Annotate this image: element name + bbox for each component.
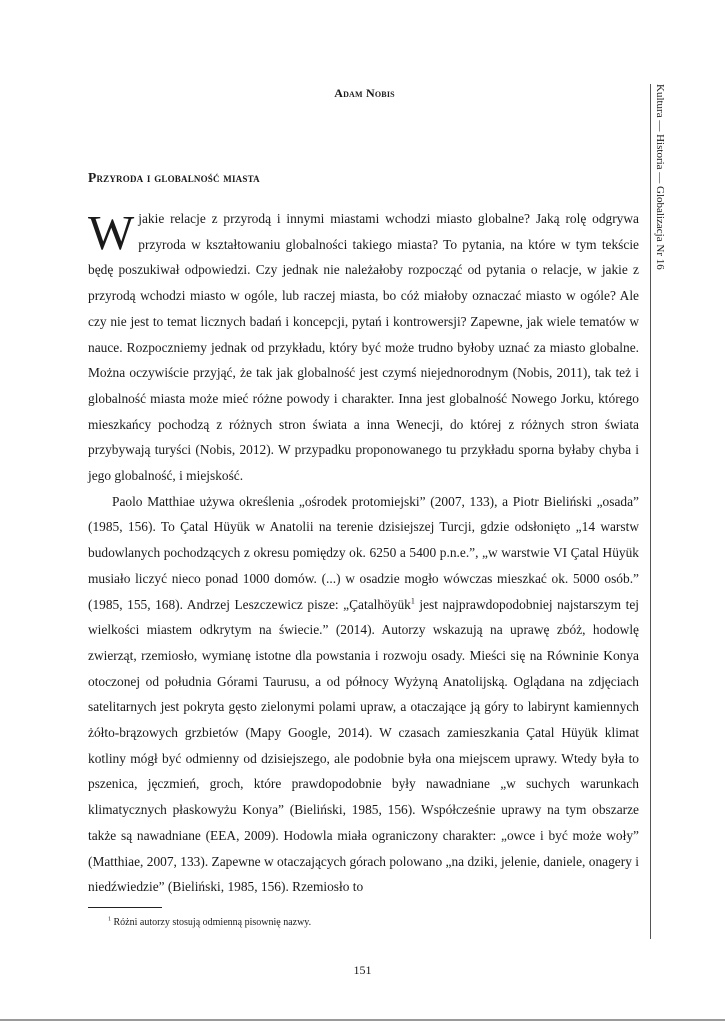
paragraph-2-text-b: jest najprawdopodobniej najstarszym tej wielkości miastem odkrytym na świecie.” (2014). Autorzy wskazują na uprawę zbóż, hodowlę zwierząt, rzemiosło, wymianę istotne dla powstania i rozwoju osady. Mieści się na Równinie Konya otoczonej od południa Górami Taurusu, a od północy Wyżyną Anatolijską. Oglądana na zdjęciach satelitarnych jest pokryta gęsto zielonymi polami upraw, a otaczające ją góry to labirynt kamiennych żółto-brązowych grzbietów (Mapy Google, 2014). W czasach zamieszkania Çatal Hüyük klimat kotliny mógł być odmienny od dzisiejszego, ale podobnie była ona miejscem uprawy. Wtedy była to pszenica, jęczmień, groch, które prawdopodobnie były nawadniane „w suchych warunkach klimatycznych płaskowyżu Konya” (Bieliński, 1985, 156). Współcześnie uprawy na tym obszarze także są nawadniane (EEA, 2009). Hodowla miała ograniczony charakter: „owce i być może woły” (Matthiae, 2007, 133). Zapewne w otaczających górach polowano „na dziki, jelenie, daniele, onagery i niedźwiedzie” (Bieliński, 1985, 156). Rzemiosło to [88, 596, 640, 895]
margin-rule [650, 84, 651, 939]
paragraph-1-text: jakie relacje z przyrodą i innymi miastami wchodzi miasto globalne? Jaką rolę odgrywa przyroda w kształtowaniu globalności takiego miasta? To pytania, na które w tym tekście będę poszukiwał odpowiedzi. Czy jednak nie należałoby rozpocząć od pytania o relacje, w jakie z przyrodą wchodzi miasto w ogóle, lub raczej miasta, bo cóż miałoby oznaczać miasto w ogóle? Ale czy nie jest to temat licznych badań i koncepcji, pytań i kontrowersji? Zapewne, jak wiele tematów w nauce. Rozpoczniemy jednak od przykładu, który być może trudno byłoby uznać za miasto globalne. Można oczywiście przyjąć, że tak jak globalność jest czymś niejednorodnym (Nobis, 2011), tak też i globalność miasta może mieć różne powody i charakter. Inna jest globalność Nowego Jorku, którego mieszkańcy pochodzą z różnych stron świata a inna Wenecji, do której z różnych stron świata przybywają turyści (Nobis, 2012). W przypadku proponowanego tu przykładu sporna byłaby chyba i jego globalność, i miejskość. [88, 211, 639, 484]
paragraph-1 [88, 206, 639, 489]
footnote-reference[interactable]: 1 [410, 596, 415, 606]
author-name: Adam Nobis [334, 86, 395, 100]
paragraph-2-text-a: Paolo Matthiae używa określenia „ośrodek protomiejski” (2007, 133), a Piotr Bieliński „osada” (1985, 156). To Çatal Hüyük w Anatolii na terenie dzisiejszej Turcji, gdzie odsłonięto „14 warstw budowlanych pochodzących z okresu pomiędzy ok. 6250 a 5400 p.n.e.”, „w warstwie VI Çatal Hüyük musiało liczyć nieco ponad 1000 domów. (...) w osadzie mogło wówczas mieszkać ok. 5000 osób.” (1985, 155, 168). Andrzej Leszczewicz pisze: „Çatalhöyük [88, 493, 639, 612]
paragraph-2 [88, 489, 639, 900]
page-bottom-edge [0, 1019, 725, 1021]
running-header-text: Kultura — Historia — Globalizacja Nr 16 [654, 84, 666, 270]
footnote-text: Różni autorzy stosują odmienną pisownię nazwy. [111, 917, 312, 928]
footnote-number: 1 [108, 916, 111, 923]
article-body [88, 206, 639, 900]
article-title: Przyroda i globalność miasta [88, 170, 260, 185]
running-header [652, 84, 668, 294]
footnote [108, 917, 311, 928]
page-number: 151 [353, 963, 372, 977]
drop-cap: W [88, 205, 135, 260]
footnote-rule [88, 907, 162, 908]
